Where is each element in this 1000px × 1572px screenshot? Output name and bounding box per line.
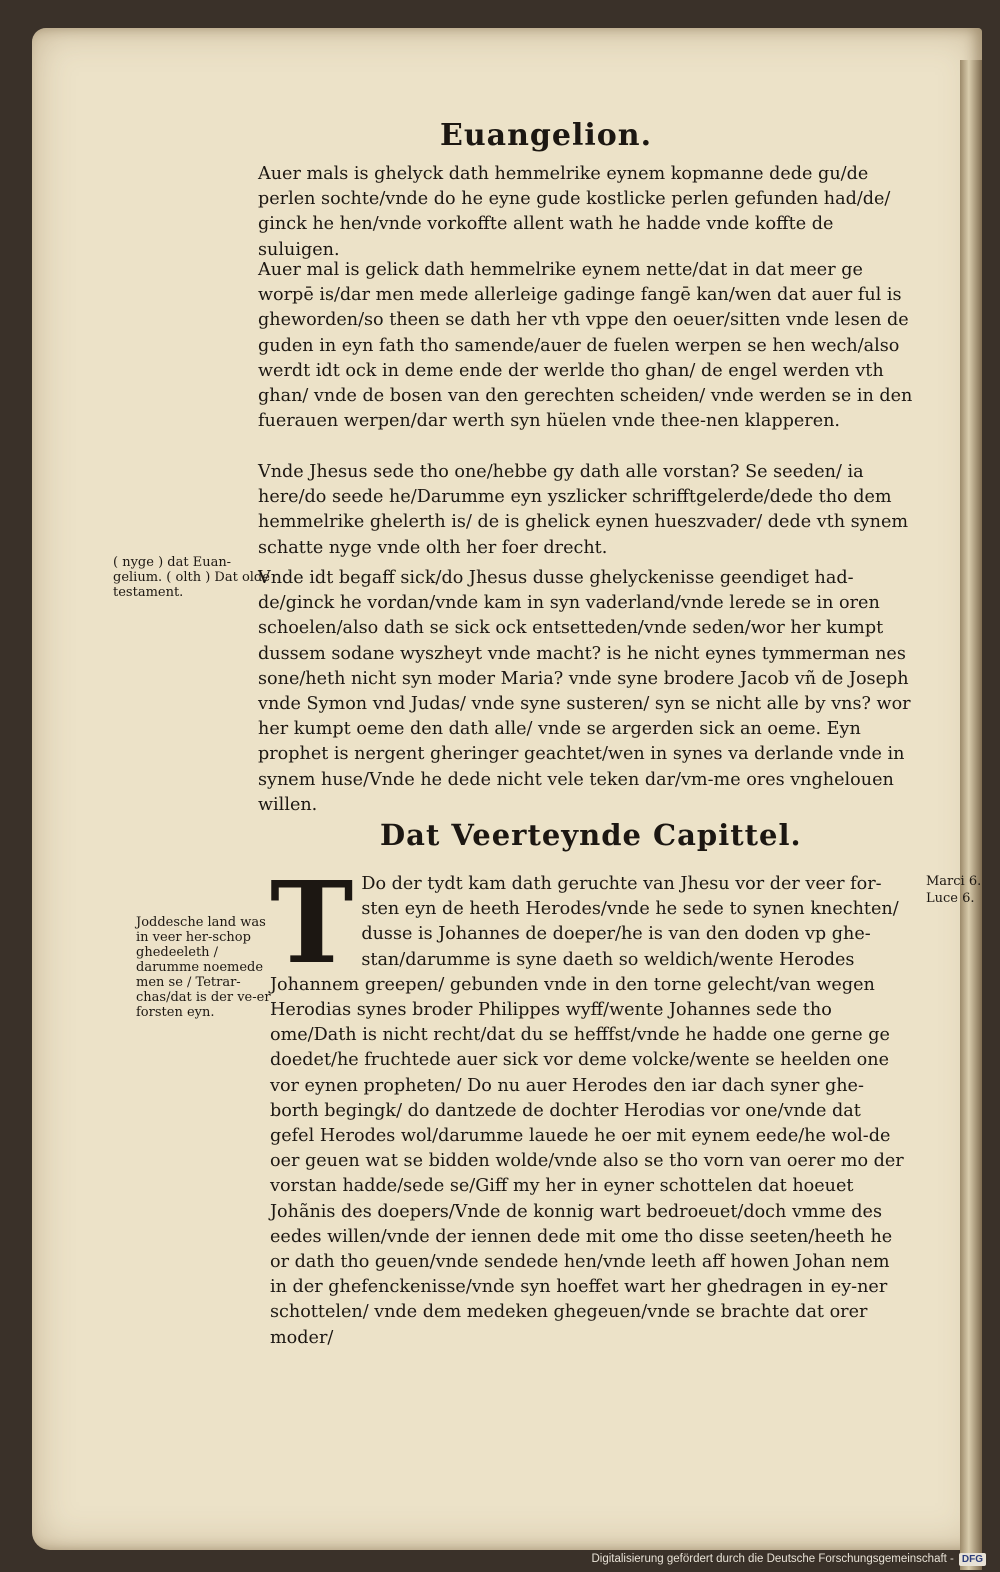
marginal-reference [926,873,996,907]
chapter-text: Do der tydt kam dath geruchte van Jhesu vor der veer for-sten eyn de heeth Herodes/vnde he sede to synen knechten/ dusse is Johannes de doeper/he is van den doden vp ghe-stan/darumme is syne daeth so weldich/wente Herodes Johannem greepen/ gebunden vnde in den torne gelecht/van wegen Herodias synes broder Philippes wyff/wente Johannes sede tho ome/Dath is nicht recht/dat du se hefffst/vnde he hadde one gerne ge doedet/he fruchtede auer sick vor deme volcke/wente se heelden one vor eynen propheten/ Do nu auer Herodes den iar dach syner ghe-borth begingk/ do dantzede de dochter Herodias vor one/vnde dat gefel Herodes wol/darumme lauede he oer mit eynem eede/he wol-de oer geuen wat se bidden wolde/vnde also se tho vorn van oerer mo der vorstan hadde/sede se/Giff my her in eyner schottelen dat hoeuet Johãnis des doepers/Vnde de konnig wart bedroeuet/doch vmme des eedes willen/vnde der iennen dede mit ome tho disse seeten/heeth he or dath tho geuen/vnde sendede hen/vnde leeth aff howen Johan nem in der ghefenckenisse/vnde syn hoeffet wart her ghedragen in ey-ner schottelen/ vnde dem medeken ghegeuen/vnde se brachte dat orer moder/ [270,874,904,1348]
footer [591,1550,986,1568]
chapter-initial: T [270,858,354,989]
marginal-note-2: Joddesche land was in veer her-schop ghedeeleth / darumme noemede men se / Tetrar-chas/dat is der ve-er forsten eyn. [136,915,271,1020]
paragraph-2: Auer mal is gelick dath hemmelrike eynem nette/dat in dat meer ge worpē is/dar men mede allerleige gadinge fangē kan/wen dat auer ful is gheworden/so theen se dath her vth vppe den oeuer/sitten vnde lesen de guden in eyn fath tho samende/auer de fuelen werpen se hen wech/also werdt idt ock in deme ende der werlde tho ghan/ de engel werden vth ghan/ vnde de bosen van den gerechten scheiden/ vnde werden se in den fuerauen werpen/dar werth syn hüelen vnde thee-nen klapperen. [258,260,913,432]
dfg-logo: DFG [959,1553,986,1566]
chapter-text-block [270,858,910,1351]
running-head: Euangelion. [440,118,653,153]
marginal-reference-marci: Marci 6. [926,874,982,889]
paragraph-1: Auer mals is ghelyck dath hemmelrike eynem kopmanne dede gu/de perlen sochte/vnde do he eyne gude kostlicke perlen gefunden had/de/ ginck he hen/vnde vorkoffte allent wath he hadde vnde koffte de suluigen. [258,164,891,260]
paragraph-3: Vnde Jhesus sede tho one/hebbe gy dath alle vorstan? Se seeden/ ia here/do seede he/Darumme eyn yszlicker schrifftgelerde/dede tho dem hemmelrike ghelerth is/ de is ghelick eynen hueszvader/ dede vth synem schatte nyge vnde olth her foer drecht. [258,462,909,558]
paragraph-4: Vnde idt begaff sick/do Jhesus dusse ghelyckenisse geendiget had-de/ginck he vordan/vnde kam in syn vaderland/vnde lerede se in oren schoelen/also dath se sick ock entsetteden/vnde seden/wor her kumpt dussem sodane wyszheyt vnde macht? is he nicht eynes tymmerman nes sone/heth nicht syn moder Maria? vnde syne brodere Jacob vñ de Joseph vnde Symon vnd Judas/ vnde syne susteren/ syn se nicht alle by vns? wor her kumpt oeme den dath alle/ vnde se argerden sick an oeme. Eyn prophet is nergent gheringer geachtet/wen in synes va derlande vnde in synem huse/Vnde he dede nicht vele teken dar/vm-me ores vnghelouen willen. [258,568,911,815]
chapter-title: Dat Veerteynde Capittel. [380,818,802,852]
marginal-note-1: ( nyge ) dat Euan-gelium. ( olth ) Dat olde testament. [113,555,270,600]
footer-text: Digitalisierung gefördert durch die Deutsche Forschungsgemeinschaft - [591,1553,954,1565]
page-edge [960,60,982,1570]
marginal-reference-luce: Luce 6. [926,891,975,906]
